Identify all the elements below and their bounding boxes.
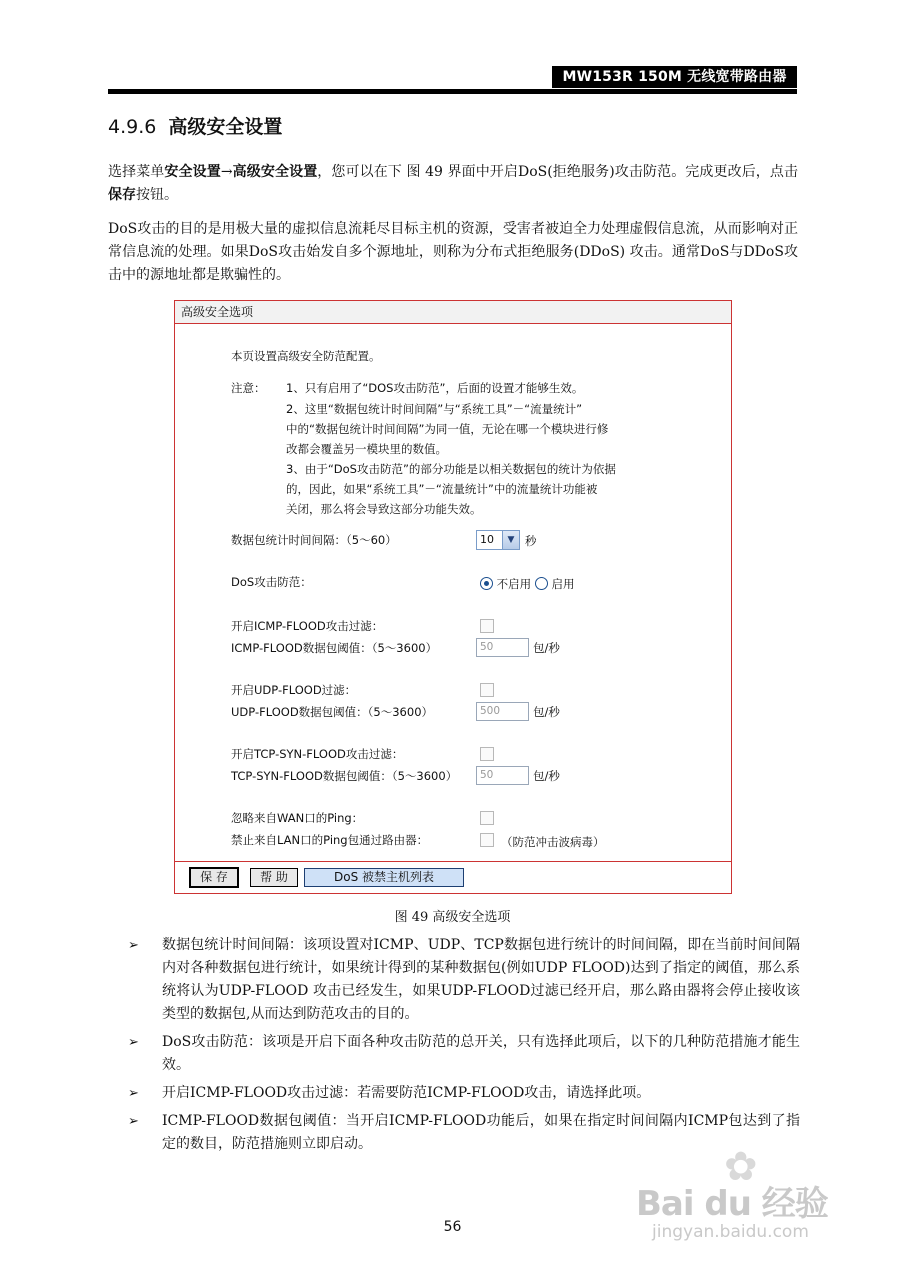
help-button[interactable]: 帮 助 [250,868,298,887]
paw-icon: ✿ [724,1144,758,1190]
udp-filter-label: 开启UDP-FLOOD过滤： [231,683,357,697]
arrow-bullet-icon: ➢ [128,938,139,953]
arrow-bullet-icon: ➢ [128,1086,139,1101]
tcp-filter-label: 开启TCP-SYN-FLOOD攻击过滤： [231,747,404,761]
dos-enable-label: 启用 [551,577,575,591]
intro-text: ，您可以在下 图 49 界面中开启DoS(拒绝服务)攻击防范。完成更改后，点击 [317,164,799,180]
dos-banned-hosts-button[interactable]: DoS 被禁主机列表 [304,868,464,887]
page-number: 56 [443,1219,462,1235]
udp-filter-checkbox[interactable] [480,683,494,697]
note-line: 1、只有启用了“DOS攻击防范”，后面的设置才能够生效。 [286,381,584,395]
tcp-threshold-label: TCP-SYN-FLOOD数据包阈值：（5～3600） [231,769,458,783]
intro-paragraph-2: DoS攻击的目的是用极大量的虚拟信息流耗尽目标主机的资源，受害者被迫全力处理虚假信息流，从而影响对正常信息流的处理。如果DoS攻击始发自多个源地址，则称为分布式拒绝服务(DDoS) 攻击。通常DoS与DDoS攻击中的源地址都是欺骗性的。 [108,221,798,283]
section-title: 高级安全设置 [168,116,283,138]
lan-ping-checkbox[interactable] [480,833,494,847]
interval-select[interactable] [476,530,520,550]
figure-caption: 图 49 高级安全选项 [394,910,511,925]
icmp-threshold-input[interactable]: 50 [476,638,529,657]
section-number: 4.9.6 [108,116,157,138]
icmp-rate-unit: 包/秒 [533,641,560,655]
panel-title: 高级安全选项 [175,301,731,324]
list-item-text: DoS攻击防范：该项是开启下面各种攻击防范的总开关，只有选择此项后，以下的几种防范措施才能生效。 [162,1034,800,1073]
note-label: 注意： [231,381,266,395]
icmp-filter-checkbox[interactable] [480,619,494,633]
lan-ping-note: （防范冲击波病毒） [501,835,605,849]
intro-paragraph-1 [108,161,798,207]
list-item [128,1031,800,1077]
udp-threshold-input[interactable]: 500 [476,702,529,721]
dos-enable-radio[interactable] [535,577,548,590]
bullet-list [128,934,800,1161]
list-item [128,1110,800,1156]
note-line: 3、由于“DoS攻击防范”的部分功能是以相关数据包的统计为依据 [286,462,616,476]
wan-ping-checkbox[interactable] [480,811,494,825]
dos-label: DoS攻击防范： [231,575,312,589]
panel-button-bar [175,861,731,894]
note-line: 改都会覆盖另一模块里的数值。 [286,442,447,456]
dos-disable-radio[interactable] [480,577,493,590]
interval-unit: 秒 [525,534,537,548]
interval-label: 数据包统计时间间隔：（5～60） [231,533,397,547]
menu-arrow: → [220,164,233,180]
list-item-text: 数据包统计时间间隔：该项设置对ICMP、UDP、TCP数据包进行统计的时间间隔，即在当前时间间隔内对各种数据包进行统计，如果统计得到的某种数据包(例如UDP FLOOD)达到了指定的阈值，那么系统将认为UDP-FLOOD 攻击已经发生，如果UDP-FLOOD过滤已经开启，那么路由器将会停止接收该类型的数据包,从而达到防范攻击的目的。 [162,937,800,1022]
advanced-security-panel [174,300,732,894]
tcp-threshold-input[interactable]: 50 [476,766,529,785]
arrow-bullet-icon: ➢ [128,1114,139,1129]
list-item [128,934,800,1026]
dos-disable-label: 不启用 [496,577,532,591]
udp-rate-unit: 包/秒 [533,705,560,719]
tcp-rate-unit: 包/秒 [533,769,560,783]
note-line: 2、这里“数据包统计时间间隔”与“系统工具”－“流量统计” [286,402,583,416]
interval-value: 10 [480,533,494,546]
wan-ping-label: 忽略来自WAN口的Ping： [231,811,364,825]
note-line: 的，因此，如果“系统工具”－“流量统计”中的流量统计功能被 [286,482,598,496]
chevron-down-icon[interactable]: ▼ [502,531,519,549]
list-item-text: 开启ICMP-FLOOD攻击过滤：若需要防范ICMP-FLOOD攻击，请选择此项。 [162,1085,651,1101]
list-item-text: ICMP-FLOOD数据包阈值：当开启ICMP-FLOOD功能后，如果在指定时间间隔内ICMP包达到了指定的数目，防范措施则立即启动。 [162,1113,800,1152]
intro-text: 按钮。 [136,187,178,203]
save-button[interactable]: 保 存 [189,867,239,888]
panel-description: 本页设置高级安全防范配置。 [231,349,381,363]
arrow-bullet-icon: ➢ [128,1035,139,1050]
list-item [128,1082,800,1105]
icmp-filter-label: 开启ICMP-FLOOD攻击过滤： [231,619,384,633]
menu-advanced-security: 高级安全设置 [232,164,318,180]
icmp-threshold-label: ICMP-FLOOD数据包阈值：（5～3600） [231,641,438,655]
save-keyword: 保存 [108,187,136,203]
lan-ping-label: 禁止来自LAN口的Ping包通过路由器： [231,833,429,847]
watermark-brand: Bai du 经验 [636,1184,828,1224]
tcp-filter-checkbox[interactable] [480,747,494,761]
udp-threshold-label: UDP-FLOOD数据包阈值：（5～3600） [231,705,434,719]
header-model-title: MW153R 150M 无线宽带路由器 [552,66,797,88]
watermark-url: jingyan.baidu.com [652,1222,809,1242]
baidu-watermark [636,1144,828,1242]
note-line: 关闭，那么将会导致这部分功能失效。 [286,502,482,516]
header-rule [108,89,797,94]
dos-radio-group [480,576,574,592]
menu-security-settings: 安全设置 [164,164,221,180]
intro-text: 选择菜单 [108,164,165,180]
note-line: 中的“数据包统计时间间隔”为同一值，无论在哪一个模块进行修 [286,422,609,436]
section-heading [108,112,282,139]
